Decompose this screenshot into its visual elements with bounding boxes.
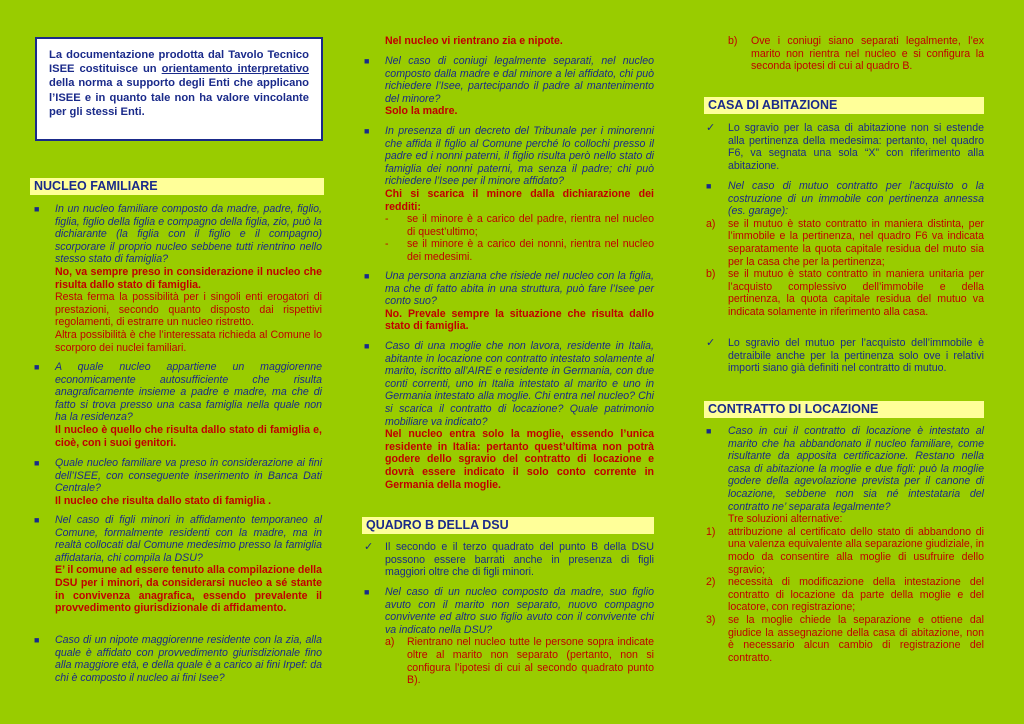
answer-text: Nel nucleo entra solo la moglie, essendo l’unica residente in Italia: pertanto quest’ultima non potrà godere dello sgravio del contratto di locazione e dovrà essere indicato il solo conto corrente in Germania della moglie. xyxy=(385,428,654,491)
list-item xyxy=(364,340,654,491)
square-bullet-icon: ■ xyxy=(364,126,370,136)
list-item xyxy=(34,203,322,354)
question-text: Una persona anziana che risiede nel nucleo con la figlia, ma che di fatto abita in una struttura, può fare l’Isee per conto suo? xyxy=(385,270,654,308)
sub-item: 1) attribuzione al certificato dello stato di abbandono di una valenza equivalente alla separazione giudiziale, in modo da consentire alla moglie di usufruire dello sgravio; xyxy=(706,525,984,576)
sub-item: - se il minore è a carico del padre, rientra nel nucleo di quest’ultimo; xyxy=(385,213,654,238)
square-bullet-icon: ■ xyxy=(364,587,370,597)
note-text: Tre soluzioni alternative: xyxy=(728,513,843,526)
checkmark-icon: ✓ xyxy=(364,541,374,553)
square-bullet-icon: ■ xyxy=(34,635,40,645)
sub-item: a) Rientrano nel nucleo tutte le persone sopra indicate oltre al marito non separato (pertanto, non si configura l’ipotesi di cui al secondo quadrato punto B). xyxy=(385,636,654,687)
square-bullet-icon: ■ xyxy=(34,515,40,525)
check-item xyxy=(364,541,654,579)
sub-item-continuation xyxy=(706,35,984,73)
list-item xyxy=(34,457,322,507)
sub-item: - se il minore è a carico dei nonni, rientra nel nucleo dei medesimi. xyxy=(385,238,654,263)
section-header-nucleo: NUCLEO FAMILIARE xyxy=(30,178,324,195)
list-item xyxy=(34,634,322,684)
answer-text: E’ il comune ad essere tenuto alla compilazione della DSU per i minori, da considerarsi nucleo a sé stante in convivenza anagrafica, essendo prevalente il provvedimento giurisdizionale di affidamento. xyxy=(55,564,322,615)
list-item xyxy=(364,125,654,264)
disclaimer-text-end: della norma a supporto degli Enti che applicano l’ISEE e in quanto tale non ha valore vincolante per gli stessi Enti. xyxy=(49,77,309,118)
square-bullet-icon: ■ xyxy=(364,56,370,66)
note-text: Il secondo e il terzo quadrato del punto B della DSU possono essere barrati anche in presenza di figli maggiori oltre che di figli minori. xyxy=(385,541,654,579)
answer-continuation xyxy=(364,35,654,48)
note-text: Lo sgravio del mutuo per l’acquisto dell’immobile è detraibile anche per la pertinenza solo ove i relativi importi siano già definiti nel contratto di mutuo. xyxy=(728,337,984,375)
sub-item: b) se il mutuo è stato contratto in maniera unitaria per l’acquisto complessivo dell’immobile e della pertinenza, la quota capitale residua del mutuo va indicata solamente in riferimento alla casa. xyxy=(706,268,984,318)
question-text: Nel caso di mutuo contratto per l’acquisto o la costruzione di un immobile con pertinenza annessa (es. garage): xyxy=(728,180,984,218)
answer-text: Chi si scarica il minore dalla dichiarazione dei redditi: xyxy=(385,187,654,213)
answer-text: Solo la madre. xyxy=(385,105,458,118)
square-bullet-icon: ■ xyxy=(34,204,40,214)
disclaimer-text: La documentazione prodotta dal Tavolo Tecnico ISEE costituisce un xyxy=(49,49,309,76)
question-text: A quale nucleo appartiene un maggiorenne economicamente autosufficiente che risulta anagraficamente insieme a padre e madre, ma che di fatto si trova presso una casa famiglia nella quale non ha la residenza? xyxy=(55,361,322,424)
question-text: In presenza di un decreto del Tribunale per i minorenni che affida il figlio al Comune perché lo collochi presso il padre ed i nonni paterni, il figlio risulta però nello stato di famiglia dei nonni paterni, ma senza il padre; chi può richiedere l’Isee per il minore affidato? xyxy=(385,125,654,188)
list-item xyxy=(364,270,654,333)
list-item xyxy=(706,425,984,664)
note-text: Resta ferma la possibilità per i singoli enti erogatori di prestazioni, secondo quanto disposto dai rispettivi regolamenti, di estrarre un nucleo ristretto. xyxy=(55,291,322,329)
list-item xyxy=(364,55,654,118)
square-bullet-icon: ■ xyxy=(364,341,370,351)
list-item xyxy=(706,180,984,319)
answer-text: Il nucleo è quello che risulta dallo stato di famiglia e, cioè, con i suoi genitori. xyxy=(55,423,322,449)
section-header-contratto: CONTRATTO DI LOCAZIONE xyxy=(704,401,984,418)
list-item xyxy=(34,514,322,615)
note-text: Altra possibilità è che l’interessata richieda al Comune lo scorporo dei nuclei familiari. xyxy=(55,328,322,354)
square-bullet-icon: ■ xyxy=(34,362,40,372)
answer-text: No. Prevale sempre la situazione che risulta dallo stato di famiglia. xyxy=(385,307,654,333)
disclaimer-underlined: orientamento interpretativo xyxy=(161,63,309,76)
question-text: Nel caso di un nucleo composto da madre, suo figlio avuto con il marito non separato, nuovo compagno convivente ed altro suo figlio avuto con il convivente chi va indicato nella DSU? xyxy=(385,586,654,636)
section-header-quadro: QUADRO B DELLA DSU xyxy=(362,517,654,534)
answer-text: Nel nucleo vi rientrano zia e nipote. xyxy=(385,35,563,47)
checkmark-icon: ✓ xyxy=(706,337,716,349)
check-item xyxy=(706,337,984,375)
sub-item: b) Ove i coniugi siano separati legalmente, l’ex marito non rientra nel nucleo e si configura la seconda ipotesi di cui al quadro B. xyxy=(728,35,984,73)
question-text: Nel caso di figli minori in affidamento temporaneo al Comune, formalmente residenti con la madre, ma in realtà collocati dal Comune medesimo presso la famiglia affidataria, chi compila la DSU? xyxy=(55,514,322,564)
question-text: Quale nucleo familiare va preso in considerazione ai fini dell’ISEE, con conseguente inserimento in Banca Dati Centrale? xyxy=(55,457,322,495)
list-item xyxy=(364,586,654,687)
answer-text: Il nucleo che risulta dallo stato di famiglia . xyxy=(55,494,272,507)
question-text: Caso in cui il contratto di locazione è intestato al marito che ha abbandonato il nucleo familiare, come risultante da apposita certificazione. Restano nella casa di abitazione la moglie e due figli: può la moglie godere della agevolazione prevista per il canone di locazione, sebbene non sia né intestataria del contratto ne’ separata legalmente? xyxy=(728,425,984,513)
list-item xyxy=(34,361,322,449)
question-text: In un nucleo familiare composto da madre, padre, figlio, figlia, figlio della figlia e compagno della figlia, zio, può la dichiarante (la figlia con il figlio e il compagno) scorporare il proprio nucleo sebbene tutti rientrino nello stesso stato di famiglia? xyxy=(55,203,322,266)
question-text: Caso di una moglie che non lavora, residente in Italia, abitante in locazione con contratto intestato solamente al marito, iscritto all’AIRE e residente in Germania, con due conti correnti, uno in Italia intestato al marito e uno in Germania intestato alla moglie. Chi entra nel nucleo? Chi si scarica il contratto di locazione? Quale patrimonio mobiliare va indicato? xyxy=(385,340,654,428)
square-bullet-icon: ■ xyxy=(34,458,40,468)
sub-item: 2) necessità di modificazione della intestazione del contratto di locazione da parte della moglie e del locatore, con registrazione; xyxy=(706,576,984,614)
question-text: Caso di un nipote maggiorenne residente con la zia, alla quale è affidato con provvedimento giurisdizionale fino alla maggiore età, e della quale è a carico ai fini Irpef: da chi è composto il nucleo ai fini Isee? xyxy=(55,634,322,684)
checkmark-icon: ✓ xyxy=(706,122,716,134)
check-item xyxy=(706,122,984,172)
answer-text: No, va sempre preso in considerazione il nucleo che risulta dallo stato di famiglia. xyxy=(55,265,322,291)
question-text: Nel caso di coniugi legalmente separati, nel nucleo composto dalla madre e dal minore a lei affidato, chi può richiedere l’Isee, partecipando il padre al mantenimento del minore? xyxy=(385,55,654,105)
note-text: Lo sgravio per la casa di abitazione non si estende alla pertinenza della medesima: pertanto, nel quadro F6, va segnata una sola “X” con riferimento alla abitazione. xyxy=(728,122,984,172)
square-bullet-icon: ■ xyxy=(706,426,712,436)
square-bullet-icon: ■ xyxy=(364,271,370,281)
disclaimer-box xyxy=(35,37,323,141)
sub-item: 3) se la moglie chiede la separazione e ottiene dal giudice la assegnazione della casa di abitazione, non è necessario alcun cambio di registrazione del contratto. xyxy=(706,613,984,664)
square-bullet-icon: ■ xyxy=(706,181,712,191)
sub-item: a) se il mutuo è stato contratto in maniera distinta, per l’immobile e la pertinenza, nel quadro F6 va indicata separatamente la quota capitale residua del muto sia per la casa che per la pertinenza; xyxy=(706,217,984,268)
section-header-casa: CASA DI ABITAZIONE xyxy=(704,97,984,114)
